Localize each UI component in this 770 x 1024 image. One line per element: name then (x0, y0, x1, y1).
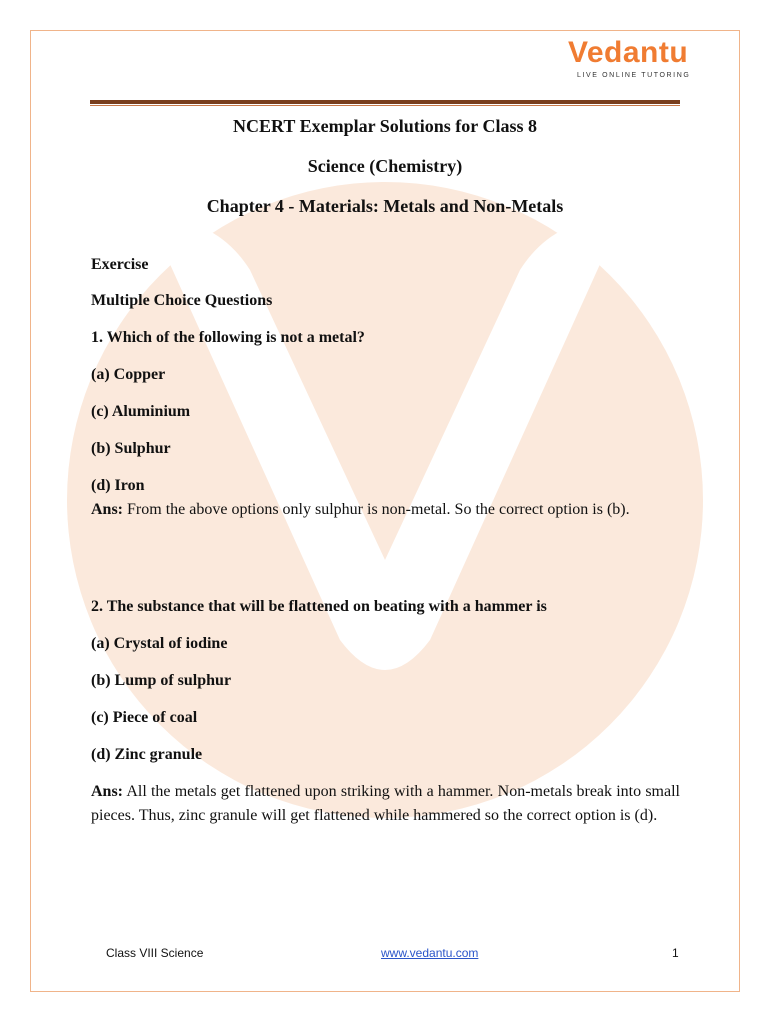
answer-label: Ans: (91, 501, 124, 518)
q2-option: (a) Crystal of iodine (91, 635, 228, 652)
page-title: NCERT Exemplar Solutions for Class 8 (233, 116, 537, 136)
chapter-title: Chapter 4 - Materials: Metals and Non-Metals (206, 196, 564, 216)
question-1: 1. Which of the following is not a metal? (91, 329, 365, 346)
answer-text: From the above options only sulphur is non-metal. So the correct option is (b). (123, 501, 630, 518)
footer-class-label: Class VIII Science (106, 946, 204, 960)
footer-website-link[interactable]: www.vedantu.com (381, 946, 479, 960)
footer-page-number: 1 (672, 946, 679, 960)
logo-tagline: LIVE ONLINE TUTORING (577, 72, 691, 79)
q1-option: (c) Aluminium (91, 403, 191, 420)
q1-option: (d) Iron (91, 477, 145, 494)
header-rule-thin (90, 105, 680, 106)
q2-answer (91, 780, 680, 828)
answer-label: Ans: (91, 783, 124, 800)
question-2: 2. The substance that will be flattened on beating with a hammer is (91, 598, 547, 615)
q2-option: (d) Zinc granule (91, 746, 203, 763)
q1-option: (b) Sulphur (91, 440, 171, 457)
q2-option: (b) Lump of sulphur (91, 672, 232, 689)
subject-title: Science (Chemistry) (307, 156, 463, 176)
exercise-heading: Exercise (91, 256, 149, 273)
q1-option: (a) Copper (91, 366, 166, 383)
mcq-heading: Multiple Choice Questions (91, 292, 273, 309)
logo-brand: Vedantu (568, 36, 689, 69)
vedantu-logo (560, 36, 691, 86)
answer-text: All the metals get flattened upon striking with a hammer. Non-metals break into small pieces. Thus, zinc granule will get flattened while hammered so the correct option is (d). (91, 783, 680, 824)
q1-answer (91, 498, 680, 522)
q2-option: (c) Piece of coal (91, 709, 198, 726)
header-rule (90, 100, 680, 104)
